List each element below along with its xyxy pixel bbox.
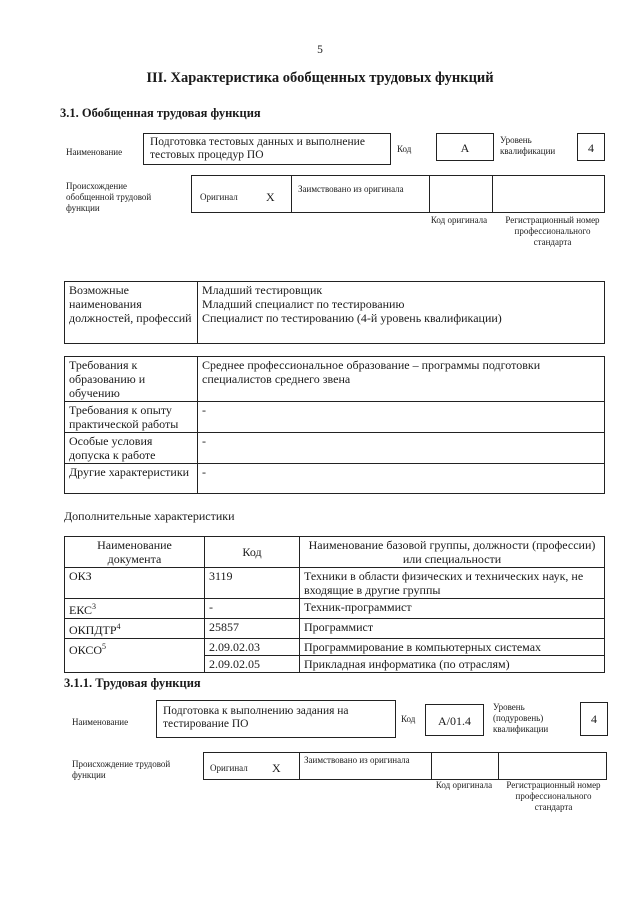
tf-origin-label: Происхождение трудовой функции bbox=[72, 759, 171, 780]
tf-heading: 3.1.1. Трудовая функция bbox=[64, 676, 201, 690]
tf-borrowed-label: Заимствовано из оригинала bbox=[304, 755, 410, 765]
doc-cell: ОКПДТР$^4$ bbox=[65, 619, 205, 639]
gtf-level-value: 4 bbox=[588, 141, 594, 155]
tf-level-label: Уровень (подуровень) квалификации bbox=[493, 702, 549, 734]
requirement-label: Требования к образованию и обучению bbox=[65, 357, 198, 402]
requirement-value: - bbox=[198, 402, 605, 433]
code-cell: - bbox=[205, 599, 300, 619]
tf-origin-table bbox=[203, 752, 607, 780]
doc-cell: ОКСО$^5$ bbox=[65, 639, 205, 673]
gtf-origin-label: Происхождение обобщенной трудовой функции bbox=[66, 181, 152, 213]
col-code-header: Код bbox=[205, 537, 300, 568]
position-item: Младший специалист по тестированию bbox=[202, 297, 405, 311]
code-cell: 3119 bbox=[205, 568, 300, 599]
code-cell: 25857 bbox=[205, 619, 300, 639]
col-name-header: Наименование базовой группы, должности (профессии) или специальности bbox=[300, 537, 605, 568]
page-number: 5 bbox=[317, 44, 323, 56]
gtf-original-mark: X bbox=[266, 190, 275, 204]
requirement-label: Другие характеристики bbox=[65, 464, 198, 494]
requirement-label: Требования к опыту практической работы bbox=[65, 402, 198, 433]
tf-name-box bbox=[156, 700, 396, 738]
tf-code-box bbox=[425, 704, 484, 736]
gtf-reg-number-label: Регистрационный номер профессионального стандарта bbox=[505, 215, 600, 247]
tf-level-box bbox=[580, 702, 608, 736]
additional-heading: Дополнительные характеристики bbox=[64, 509, 235, 523]
table-row bbox=[65, 639, 605, 656]
tf-origin-code-label: Код оригинала bbox=[435, 780, 493, 790]
position-item: Младший тестировщик bbox=[202, 283, 323, 297]
tf-reg-number-label: Регистрационный номер профессионального стандарта bbox=[506, 780, 601, 812]
gtf-origin-table bbox=[191, 175, 605, 213]
doc-cell: ОКЗ bbox=[65, 568, 205, 599]
name-cell: Программирование в компьютерных системах bbox=[300, 639, 605, 656]
positions-label: Возможные наименования должностей, профессий bbox=[65, 282, 198, 344]
tf-level-value: 4 bbox=[591, 712, 597, 726]
requirement-value: - bbox=[198, 433, 605, 464]
tf-name-value: Подготовка к выполнению задания на тестирование ПО bbox=[163, 705, 349, 730]
name-cell: Программист bbox=[300, 619, 605, 639]
gtf-borrowed-label: Заимствовано из оригинала bbox=[298, 184, 404, 194]
table-row bbox=[65, 619, 605, 639]
positions-values bbox=[198, 282, 605, 344]
requirement-value: Среднее профессиональное образование – программы подготовки специалистов среднего звена bbox=[198, 357, 605, 402]
gtf-level-label: Уровень квалификации bbox=[500, 135, 556, 156]
tf-name-label: Наименование bbox=[72, 717, 129, 727]
gtf-code-value: A bbox=[460, 141, 470, 155]
gtf-original-label: Оригинал bbox=[200, 192, 238, 202]
code-cell: 2.09.02.03 bbox=[205, 639, 300, 656]
gtf-level-box bbox=[577, 133, 605, 161]
gtf-name-value: Подготовка тестовых данных и выполнение тестовых процедур ПО bbox=[150, 136, 365, 161]
col-doc-header: Наименование документа bbox=[65, 537, 205, 568]
gtf-code-box bbox=[436, 133, 494, 161]
section-title: III. Характеристика обобщенных трудовых функций bbox=[146, 70, 494, 86]
tf-original-mark: X bbox=[272, 761, 281, 775]
code-cell: 2.09.02.05 bbox=[205, 656, 300, 673]
position-item: Специалист по тестированию (4-й уровень квалификации) bbox=[202, 311, 502, 325]
doc-cell: ЕКС$^3$ bbox=[65, 599, 205, 619]
gtf-heading: 3.1. Обобщенная трудовая функция bbox=[60, 106, 261, 120]
gtf-name-label: Наименование bbox=[66, 147, 123, 157]
gtf-origin-code-label: Код оригинала bbox=[430, 215, 488, 225]
requirements-table bbox=[64, 356, 605, 494]
positions-table bbox=[64, 281, 605, 344]
tf-code-label: Код bbox=[401, 714, 416, 724]
additional-table bbox=[64, 536, 605, 673]
tf-code-value: A/01.4 bbox=[438, 714, 471, 728]
requirement-label: Особые условия допуска к работе bbox=[65, 433, 198, 464]
name-cell: Техник-программист bbox=[300, 599, 605, 619]
name-cell: Прикладная информатика (по отраслям) bbox=[300, 656, 605, 673]
gtf-name-box bbox=[143, 133, 391, 165]
gtf-code-label: Код bbox=[397, 144, 412, 154]
table-row bbox=[65, 599, 605, 619]
table-row bbox=[65, 568, 605, 599]
requirement-value: - bbox=[198, 464, 605, 494]
tf-original-label: Оригинал bbox=[210, 763, 248, 773]
name-cell: Техники в области физических и технических наук, не входящие в другие группы bbox=[300, 568, 605, 599]
